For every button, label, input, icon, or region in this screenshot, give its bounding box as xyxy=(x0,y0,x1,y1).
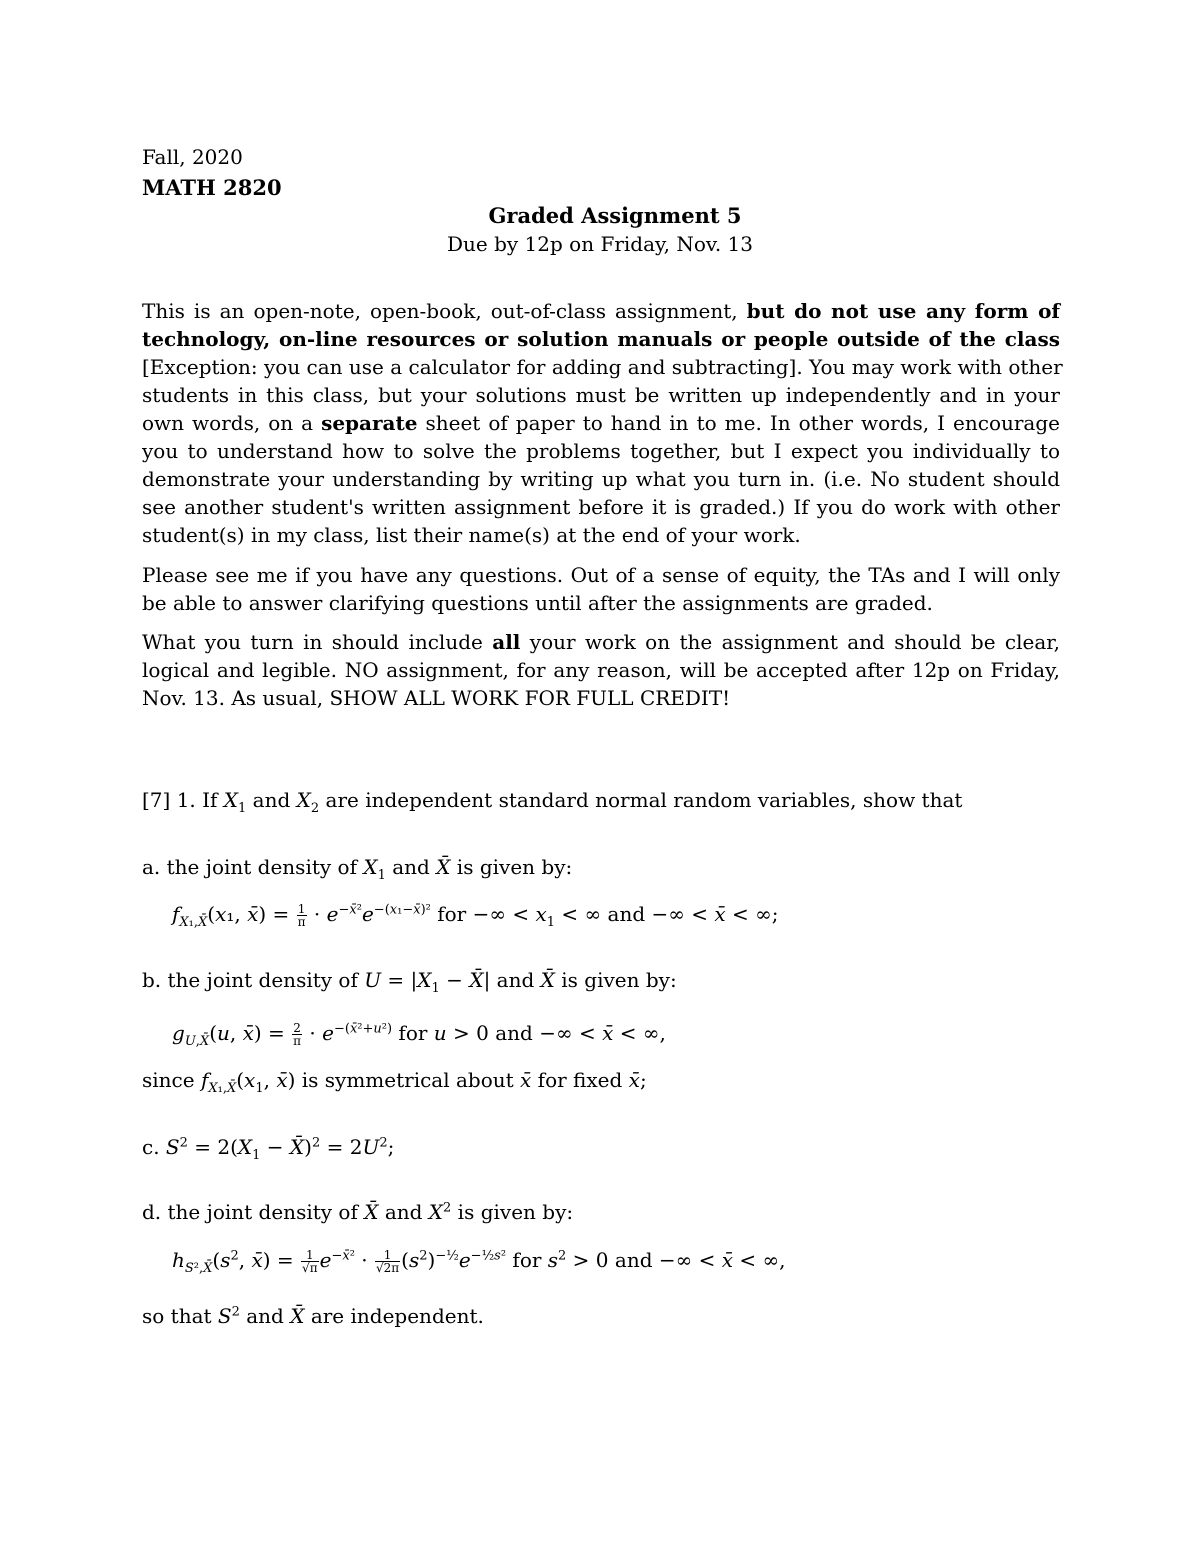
questions-line-2: be able to answer clarifying questions until after the assignments are graded. xyxy=(142,591,933,615)
instructions-line-3: [Exception: you can use a calculator for adding and subtracting]. You may work with other xyxy=(142,355,1063,379)
part-c-text: c. $S^2 = 2(X_1$ − X̄)$^2$ = $2U^2$; xyxy=(142,1135,395,1163)
symmetry-note: since $f_{X_1,X̄}(x_1$, x̄) is symmetrical about x̄ for fixed x̄; xyxy=(142,1068,647,1096)
instructions-line-7: demonstrate your understanding by writing up what you turn in. (i.e. No student should xyxy=(142,467,1060,491)
submission-line-3: Nov. 13. As usual, SHOW ALL WORK FOR FULL CREDIT! xyxy=(142,686,731,710)
part-b-formula: $g_{U,X̄}(u$, x̄) = $\frac{2}{\pi}$ · $e^{-(x̄^2+u^2)}$ for u > 0 and −∞ < x̄ < ∞, xyxy=(172,1021,666,1049)
problem-1-intro: [7] 1. If $X_1$ and $X_2$ are independent standard normal random variables, show that xyxy=(142,788,963,816)
term-label: Fall, 2020 xyxy=(142,145,243,169)
part-d-text: d. the joint density of X̄ and $X^2$ is given by: xyxy=(142,1200,574,1224)
instructions-line-5: own words, on a separate sheet of paper to hand in to me. In other words, I encourage xyxy=(142,411,1060,435)
part-d-formula: $h_{S^2,X̄}(s^2$, x̄) = $\frac{1}{√\pi}$ $e^{-x̄^2}$ · $\frac{1}{√2\pi}$ $(s^2)^{-\frac{1}{2}}e^{-\frac{1}{2}s^2}$ for $s^2 > 0$ and −∞ < x̄ < ∞, xyxy=(172,1248,786,1276)
course-label: MATH 2820 xyxy=(142,175,282,200)
instructions-line-1: This is an open-note, open-book, out-of-class assignment, but do not use any form of xyxy=(142,299,1061,323)
instructions-line-8: see another student's written assignment before it is graded.) If you do work with other xyxy=(142,495,1060,519)
instructions-line-6: you to understand how to solve the problems together, but I expect you individually to xyxy=(142,439,1060,463)
instructions-line-4: students in this class, but your solutions must be written up independently and in your xyxy=(142,383,1060,407)
instructions-line-2: technology, on-line resources or solution manuals or people outside of the class xyxy=(142,327,1060,351)
instructions-line-9: student(s) in my class, list their name(s) at the end of your work. xyxy=(142,523,801,547)
part-a-formula: $f_{X_1,X̄}(x_1$, x̄) = $\frac{1}{\pi}$ · $e^{-x̄^2}e^{-(x_1-x̄)^2}$ for −∞ < $x_1$ < ∞ and −∞ < x̄ < ∞; xyxy=(172,902,779,930)
due-date: Due by 12p on Friday, Nov. 13 xyxy=(446,232,753,256)
submission-line-2: logical and legible. NO assignment, for any reason, will be accepted after 12p on Friday, xyxy=(142,658,1060,682)
part-b-text: b. the joint density of $U = |X_1$ − X̄| and X̄ is given by: xyxy=(142,968,677,996)
questions-line-1: Please see me if you have any questions. Out of a sense of equity, the TAs and I will only xyxy=(142,563,1060,587)
assignment-title: Graded Assignment 5 xyxy=(488,203,742,228)
part-a-text: a. the joint density of $X_1$ and X̄ is given by: xyxy=(142,855,573,883)
submission-line-1: What you turn in should include all your work on the assignment and should be clear, xyxy=(142,630,1060,654)
independence-conclusion: so that $S^2$ and X̄ are independent. xyxy=(142,1304,484,1328)
